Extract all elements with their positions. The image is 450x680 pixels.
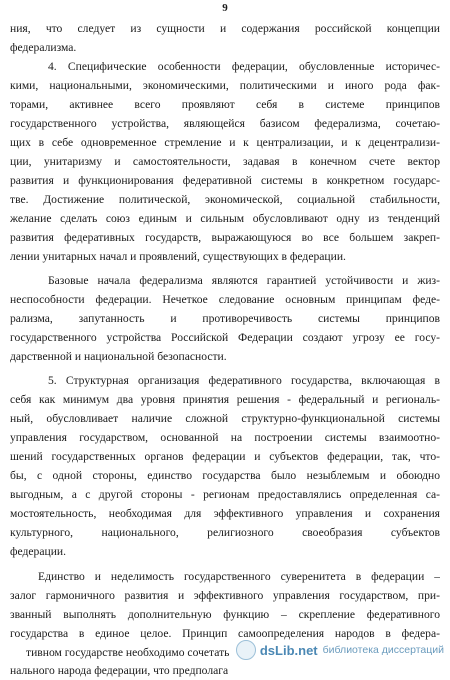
text-line: неспособности федерации. Нечеткое следование основным принципам феде-: [10, 293, 440, 306]
text-line: Базовые начала федерализма являются гарантией устойчивости и жиз-: [48, 274, 440, 287]
watermark-site: dsLib.net: [259, 642, 318, 658]
watermark-subtitle: библиотека диссертаций: [322, 644, 444, 656]
text-line: выгодным, а с другой стороны - регионам предоставлялись определенная са-: [10, 488, 440, 501]
text-line: лении унитарных начал и проявлений, существующих в федерации.: [10, 250, 346, 263]
text-line: ный, обусловливает наличие сложной структурно-функциональной системы: [10, 412, 440, 425]
text-line: развития и функционирования федеративной системы в конкретном государс-: [10, 174, 440, 187]
text-line: федерализма.: [10, 41, 77, 54]
text-line: званный выполнять дополнительную функцию – скрепление федеративного: [10, 608, 440, 621]
text-line: нального народа федерации, что предполага: [10, 664, 229, 677]
watermark: [236, 639, 444, 661]
text-line: государства в единое целое. Принцип самоопределения народов в федера-: [10, 627, 440, 640]
text-line: залог гармоничного развития и эффективного управления государством, при-: [10, 589, 440, 602]
text-line: тве. Достижение политической, экономической, социальной стабильности,: [10, 193, 440, 206]
library-logo-icon: [236, 640, 256, 660]
text-line: тивном государстве необходимо сочетать: [26, 646, 230, 659]
text-line: торами, активнее всего проявляют себя в системе принципов: [10, 98, 440, 111]
text-line: бы, с одной стороны, единство государства было незыблемым и обоюдно: [10, 469, 440, 482]
text-line: кими, национальными, экономическими, политическими и иного рода фак-: [10, 79, 440, 92]
text-line: 4. Специфические особенности федерации, обусловленные историчес-: [48, 60, 440, 73]
text-line: ния, что следует из сущности и содержания российской концепции: [10, 22, 440, 35]
text-line: государственного устройства Российской Федерации создают угрозу ее госу-: [10, 331, 440, 344]
text-line: шений государственных органов федерации и субъектов федерации, так, что-: [10, 450, 440, 463]
text-line: дарственной и национальной безопасности.: [10, 350, 227, 363]
text-line: мостоятельность, необходимая для эффективного управления и сохранения: [10, 507, 440, 520]
text-line: федерации.: [10, 545, 67, 558]
text-line: Единство и неделимость государственного суверенитета в федерации –: [38, 570, 440, 583]
text-line: 5. Структурная организация федеративного государства, включающая в: [48, 374, 440, 387]
page-number: 9: [222, 2, 228, 14]
text-line: себя как минимум два уровня принятия решения - федеральный и региональ-: [10, 393, 440, 406]
text-line: культурного, национального, религиозного своеобразия субъектов: [10, 526, 440, 539]
text-line: желание сделать союз единым и сильным обусловливают одну из тенденций: [10, 212, 440, 225]
text-line: государственного устройства, являющейся базисом федерализма, сочетаю-: [10, 117, 440, 130]
text-line: щих в себе одновременное стремление и к централизации, и к децентрализи-: [10, 136, 440, 149]
text-line: развития федеративных государств, выражающуюся во все большем закреп-: [10, 231, 440, 244]
text-line: ции, унитаризму и самостоятельности, задавая в конечном счете вектор: [10, 155, 440, 168]
text-line: управления государством, основанной на построении системы взаимоотно-: [10, 431, 440, 444]
text-line: рализма, запутанность и противоречивость системы принципов: [10, 312, 440, 325]
